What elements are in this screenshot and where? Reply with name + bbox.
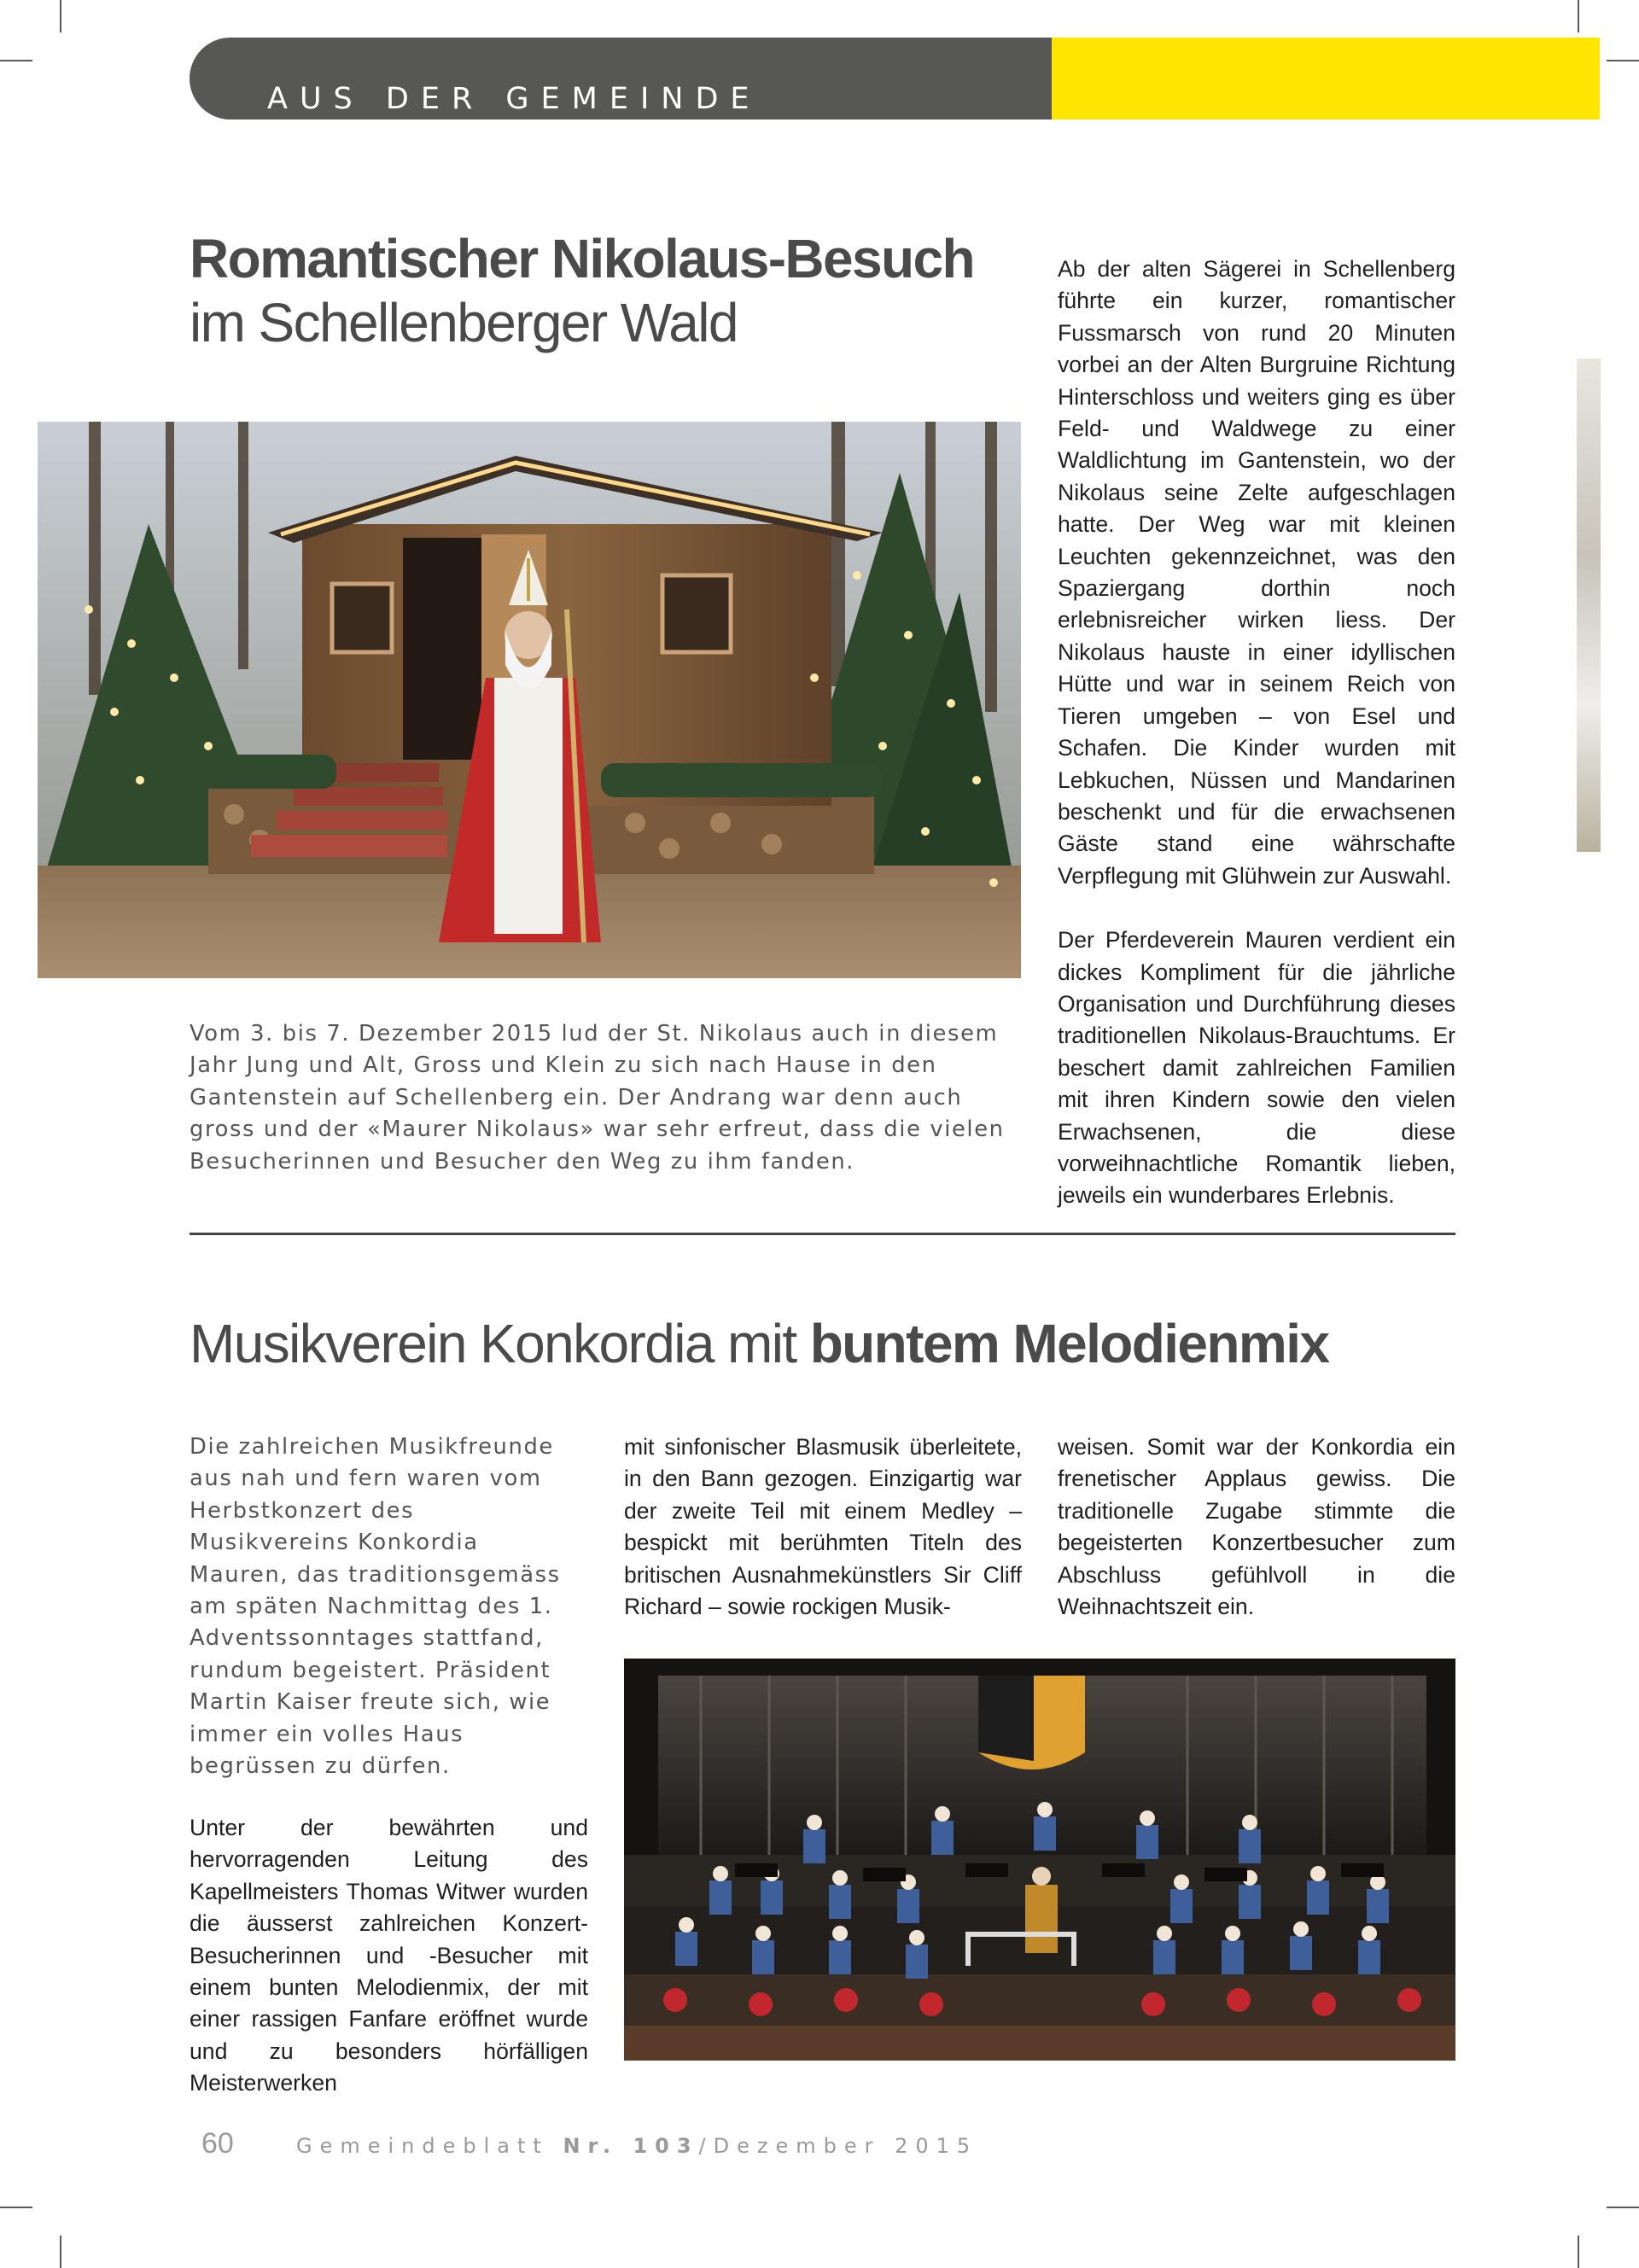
crop-mark-bottom-right-v	[1578, 2236, 1579, 2268]
crop-mark-top-right-h	[1607, 60, 1639, 61]
page-bleed-strip	[1577, 359, 1601, 852]
article2-title-light: Musikverein Konkordia mit	[190, 1313, 810, 1374]
page-number: 60	[201, 2127, 234, 2160]
section-header-accent	[1052, 38, 1600, 120]
crop-mark-top-right-v	[1578, 0, 1579, 32]
article2-title-bold: buntem Melodienmix	[809, 1313, 1329, 1374]
crop-mark-top-left-h	[0, 60, 32, 61]
crop-mark-bottom-left-h	[0, 2207, 32, 2208]
footer-publication-line	[296, 2134, 977, 2158]
article-divider	[190, 1233, 1455, 1235]
footer-issue: Nr. 103	[563, 2134, 699, 2158]
article1-title-bold: Romantischer Nikolaus-Besuch	[190, 228, 975, 289]
article1-right-column	[1058, 254, 1455, 1212]
section-label: AUS DER GEMEINDE	[267, 82, 761, 116]
article2-title	[190, 1312, 1328, 1375]
article1-paragraph1: Ab der alten Sägerei in Schellenberg führte ein kurzer, romantischer Fussmarsch von rund 20 Minuten vorbei an der Alten Burgruine Richtung Hinterschloss und weiters ging es über Feld- und Waldwege zu einer Waldlichtung im Gantenstein, wo der Nikolaus seine Zelte aufgeschlagen hatte. Der Weg war mit kleinen Leuchten gekennzeichnet, was den Spaziergang dorthin noch erlebnisreicher wirken liess. Der Nikolaus hauste in einer idyllischen Hütte und war in seinem Reich von Tieren umgeben – von Esel und Schafen. Die Kinder wurden mit Lebkuchen, Nüssen und Mandarinen beschenkt und für die erwachsenen Gäste stand eine währschafte Verpflegung mit Glühwein zur Auswahl.	[1058, 256, 1455, 889]
footer-separator: /	[698, 2134, 714, 2158]
footer-publication: Gemeindeblatt	[296, 2134, 549, 2158]
article1-intro: Vom 3. bis 7. Dezember 2015 lud der St. Nikolaus auch in diesem Jahr Jung und Alt, Gross und Klein zu sich nach Hause in den Gantenstein auf Schellenberg ein. Der Andrang war denn auch gross und der «Maurer Nikolaus» war sehr erfreut, dass die vielen Besucherinnen und Besucher den Weg zu ihm fanden.	[190, 1021, 1005, 1175]
footer-date: Dezember 2015	[713, 2134, 978, 2158]
article1-title-light: im Schellenberger Wald	[190, 292, 738, 353]
article2-col2-paragraph: mit sinfonischer Blasmusik überleitete, in den Bann gezogen. Einzigartig war der zweite Teil mit einem Medley – bespickt mit berühmten Titeln des britischen Ausnahmekünstlers Sir Cliff Richard – sowie rockigen Musik-	[624, 1434, 1022, 1620]
nikolaus-hut-photo	[38, 422, 1021, 978]
article2-col3-paragraph: weisen. Somit war der Konkordia ein frenetischer Applaus gewiss. Die traditionelle Zugabe stimmte die begeisterten Konzertbesucher zum Abschluss gefühlvoll in die Weihnachtszeit ein.	[1058, 1434, 1455, 1620]
crop-mark-bottom-left-v	[60, 2236, 61, 2268]
article2-intro: Die zahlreichen Musikfreunde aus nah und fern waren vom Herbstkonzert des Musikvereins Konkordia Mauren, das traditionsgemäss am späten Nachmittag des 1. Adventssonntages stattfand, rundum begeistert. Präsident Martin Kaiser freute sich, wie immer ein volles Haus begrüssen zu dürfen.	[190, 1434, 561, 1780]
crop-mark-bottom-right-h	[1607, 2207, 1639, 2208]
crop-mark-top-left-v	[60, 0, 61, 32]
music-band-concert-photo	[624, 1659, 1455, 2061]
article2-col1-paragraph: Unter der bewährten und hervorragenden Leitung des Kapellmeisters Thomas Witwer wurden die äusserst zahlreichen Konzert-Besucherinnen und -Besucher mit einem bunten Melodienmix, der mit einer rassigen Fanfare eröffnet wurde und zu besonders hörfälligen Meisterwerken	[190, 1815, 588, 2096]
article1-paragraph2: Der Pferdeverein Mauren verdient ein dickes Kompliment für die jährliche Organisation und Durchführung dieses traditionellen Nikolaus-Brauchtums. Er beschert damit zahlreichen Familien mit ihren Kindern sowie den vielen Erwachsenen, die diese vorweihnachtliche Romantik lieben, jeweils ein wunderbares Erlebnis.	[1058, 927, 1455, 1209]
